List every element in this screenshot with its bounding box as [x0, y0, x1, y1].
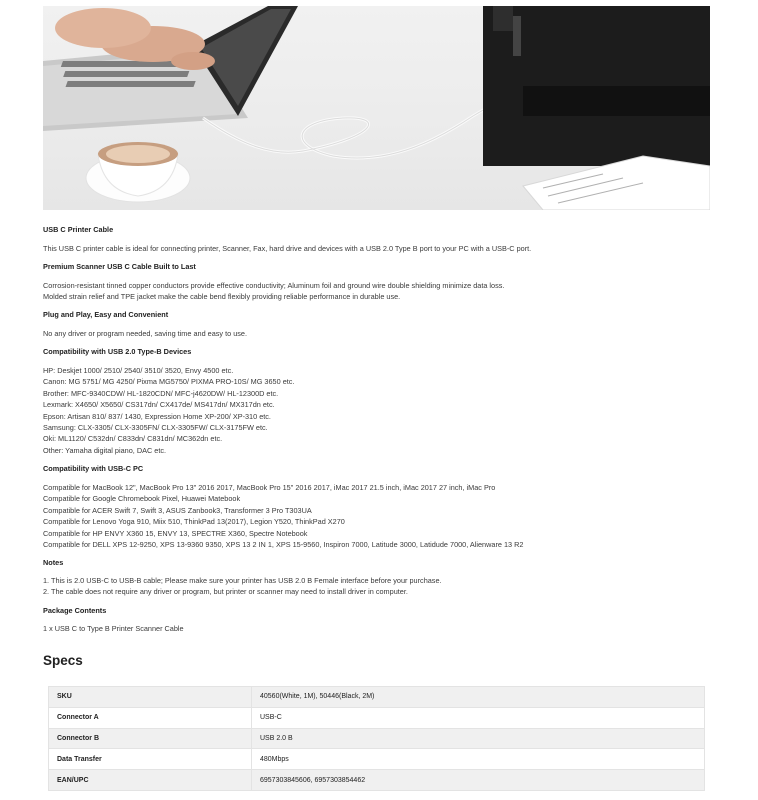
spec-value: 6957303845606, 6957303854462 [252, 770, 705, 791]
spec-key: Connector B [49, 728, 252, 749]
list-item: Brother: MFC-9340CDW/ HL-1820CDN/ MFC-j4620DW/ HL-12300D etc. [43, 388, 279, 398]
list-item: Compatible for Lenovo Yoga 910, Miix 510, ThinkPad 13(2017), Legion Y520, ThinkPad X270 [43, 517, 345, 527]
list-item: HP: Deskjet 1000/ 2510/ 2540/ 3510/ 3520, Envy 4500 etc. [43, 366, 234, 375]
list-item: Compatible for MacBook 12", MacBook Pro 13" 2016 2017, MacBook Pro 15" 2016 2017, iMac 2017 21.5 inch, iMac 2017 27 inch, iMac Pro [43, 483, 496, 492]
spec-value: USB-C [252, 707, 705, 728]
specs-title: Specs [43, 653, 83, 668]
package-text: 1 x USB C to Type B Printer Scanner Cable [43, 624, 184, 633]
typeb-list [43, 365, 294, 456]
table-row [49, 687, 705, 708]
list-item: 1. This is 2.0 USB-C to USB-B cable; Please make sure your printer has USB 2.0 B Female interface before your purchase. [43, 576, 442, 585]
plug-text: No any driver or program needed, saving time and easy to use. [43, 329, 248, 338]
table-row [49, 770, 705, 791]
section-heading-usbc: Compatibility with USB-C PC [43, 464, 144, 473]
section-heading-premium: Premium Scanner USB C Cable Built to Last [43, 262, 196, 271]
list-item: 2. The cable does not require any driver or program, but printer or scanner may need to install driver in computer. [43, 587, 408, 597]
section-heading-typeb: Compatibility with USB 2.0 Type-B Devices [43, 347, 192, 356]
spec-value: 480Mbps [252, 749, 705, 770]
section-heading-package: Package Contents [43, 606, 107, 615]
list-item: Other: Yamaha digital piano, DAC etc. [43, 445, 167, 455]
text-line: Corrosion-resistant tinned copper conductors provide effective conductivity; Aluminum foil and ground wire double shielding minimize data loss. [43, 281, 505, 290]
list-item: Epson: Artisan 810/ 837/ 1430, Expression Home XP-200/ XP-310 etc. [43, 411, 271, 421]
spec-key: Connector A [49, 707, 252, 728]
section-heading-plug: Plug and Play, Easy and Convenient [43, 310, 169, 319]
list-item: Lexmark: X4650/ X5650/ CS317dn/ CX417de/ MS417dn/ MX317dn etc. [43, 400, 275, 410]
intro-text: This USB C printer cable is ideal for connecting printer, Scanner, Fax, hard drive and devices with a USB 2.0 Type B port to your PC with a USB-C port. [43, 244, 532, 253]
table-row [49, 707, 705, 728]
spec-key: EAN/UPC [49, 770, 252, 791]
section-heading-notes: Notes [43, 558, 64, 567]
text-line: Molded strain relief and TPE jacket make the cable bend flexibly providing reliable performance in durable use. [43, 292, 401, 302]
usbc-list [43, 482, 523, 550]
list-item: Oki: ML1120/ C532dn/ C833dn/ C831dn/ MC362dn etc. [43, 434, 223, 444]
list-item: Compatible for Google Chromebook Pixel, Huawei Matebook [43, 494, 241, 504]
section-heading-title: USB C Printer Cable [43, 225, 114, 234]
list-item: Samsung: CLX-3305/ CLX-3305FN/ CLX-3305FW/ CLX-3175FW etc. [43, 423, 268, 433]
list-item: Compatible for ACER Swift 7, Swift 3, ASUS Zanbook3, Transformer 3 Pro T303UA [43, 505, 312, 515]
list-item: Canon: MG 5751/ MG 4250/ Pixma MG5750/ PIXMA PRO-10S/ MG 3650 etc. [43, 377, 295, 387]
notes-list [43, 575, 442, 598]
premium-text [43, 280, 504, 303]
product-hero-image [43, 6, 710, 210]
list-item: Compatible for DELL XPS 12-9250, XPS 13-9360 9350, XPS 13 2 IN 1, XPS 15-9560, Inspiron 7000, Latitude 3000, Latidude 7000, Alienware 13 R2 [43, 540, 524, 550]
spec-value: 40560(White, 1M), 50446(Black, 2M) [252, 687, 705, 708]
specs-table [48, 686, 705, 791]
spec-key: Data Transfer [49, 749, 252, 770]
list-item: Compatible for HP ENVY X360 15, ENVY 13, SPECTRE X360, Spectre Notebook [43, 528, 308, 538]
table-row [49, 728, 705, 749]
table-row [49, 749, 705, 770]
spec-value: USB 2.0 B [252, 728, 705, 749]
spec-key: SKU [49, 687, 252, 708]
